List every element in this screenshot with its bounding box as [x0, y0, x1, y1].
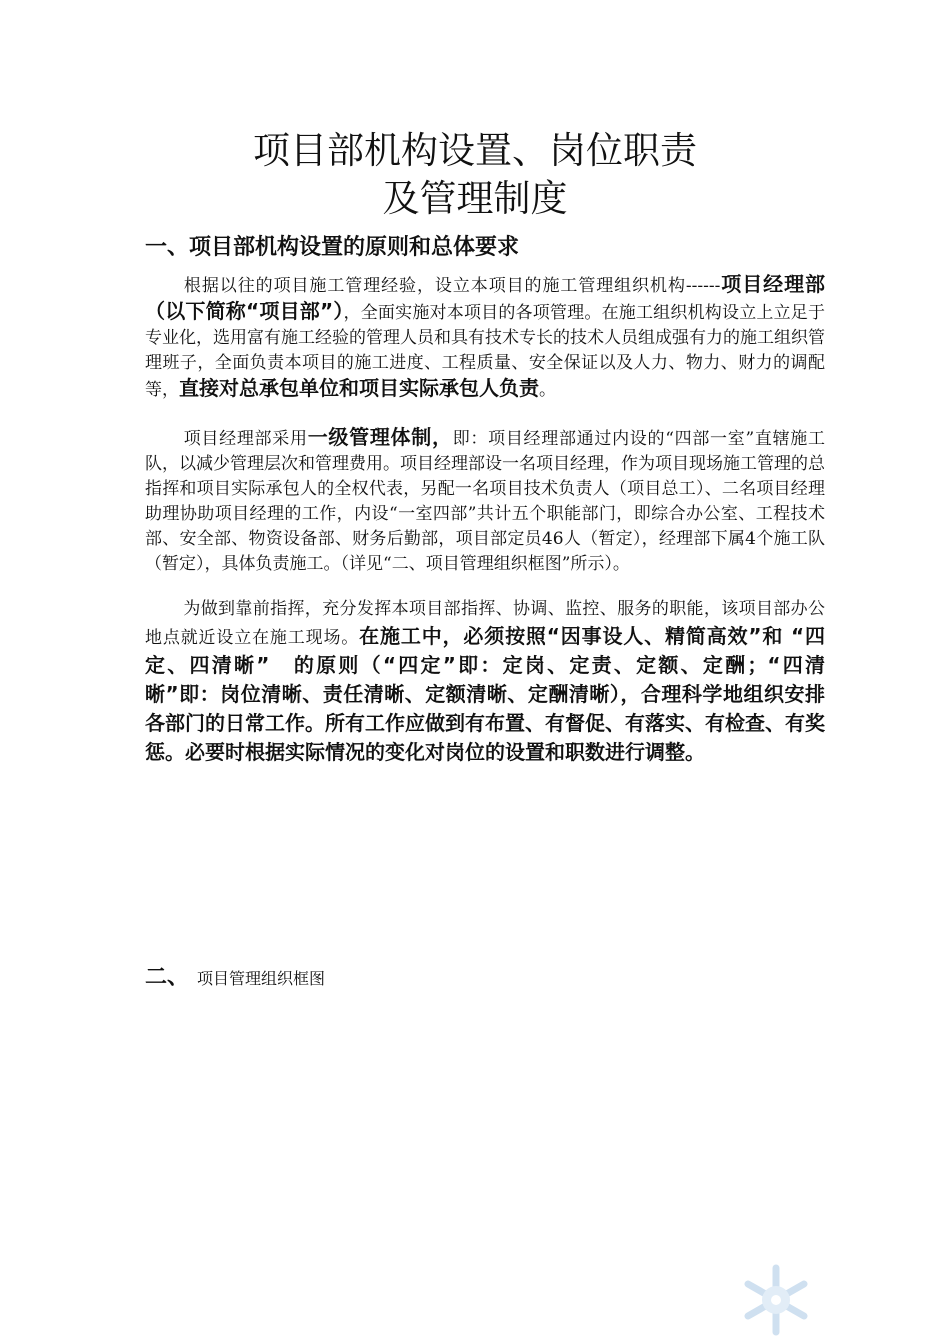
paragraph-2-text-a: 项目经理部采用	[183, 429, 308, 449]
paragraph-1-text-c: ，全面实施对本项目的各项管理。在施工组织机构设立上立足于专业化，选用富有施工经验的管理人员和具有技术专长的技术人员组成强有力的施工组织管理班子，全面负责本项目的施工进度、工程质量、安全保证以及人力、物力、财力的调配等，	[145, 303, 826, 400]
paragraph-3-text-a: 为做到靠前指挥，充分发挥本项目部指挥、协调、监控、服务的职能，该项目部办公地点就近设立在施工现场。	[145, 599, 825, 648]
paragraph-3-bold-b: 在施工中，必须按照“因事设人、精简高效”和 “四定、四清晰” 的原则（“四定”即：定岗、定责、定额、定酬；“四清晰”即：岗位清晰、责任清晰、定额清晰、定酬清晰），合理科学地组织安排各部门的日常工作。所有工作应做到有布置、有督促、有落实、有检查、有奖惩。必要时根据实际情况的变化对岗位的设置和职数进行调整。	[145, 624, 825, 764]
paragraph-2-text-c: 即：项目经理部通过内设的“四部一室”直辖施工队，以减少管理层次和管理费用。项目经理部设一名项目经理，作为项目现场施工管理的总指挥和项目实际承包人的全权代表，另配一名项目技术负责人（项目总工）、二名项目经理助理协助项目经理的工作，内设“一室四部”共计五个职能部门，即综合办公室、工程技术部、安全部、物资设备部、财务后勤部，项目部定员46人（暂定），经理部下属4个施工队（暂定），具体负责施工。（详见“二、项目管理组织框图”所示）。	[145, 429, 826, 574]
section-2-title: 项目管理组织框图	[197, 969, 326, 988]
section-2-heading	[145, 960, 325, 991]
section-1-heading: 一、项目部机构设置的原则和总体要求	[145, 235, 520, 260]
paragraph-1-text-e: 。	[539, 380, 556, 400]
paragraph-1-bold-a: 项目经理部（以下简称“项目部”）	[145, 272, 825, 323]
paragraph-3	[145, 596, 825, 768]
page-title-line-1: 项目部机构设置、岗位职责	[253, 129, 697, 172]
page-title-line-2: 及管理制度	[382, 177, 568, 220]
paragraph-1-text-a: 根据以往的项目施工管理经验，设立本项目的施工管理组织机构------	[183, 276, 721, 296]
paragraph-2-bold-b: 一级管理体制，	[307, 425, 453, 449]
section-2-number: 二、	[145, 965, 190, 990]
paragraph-1	[145, 272, 825, 403]
snowflake-icon	[738, 1262, 814, 1338]
paragraph-1-bold-d: 直接对总承包单位和项目实际承包人负责	[179, 376, 539, 400]
paragraph-2	[145, 425, 825, 577]
